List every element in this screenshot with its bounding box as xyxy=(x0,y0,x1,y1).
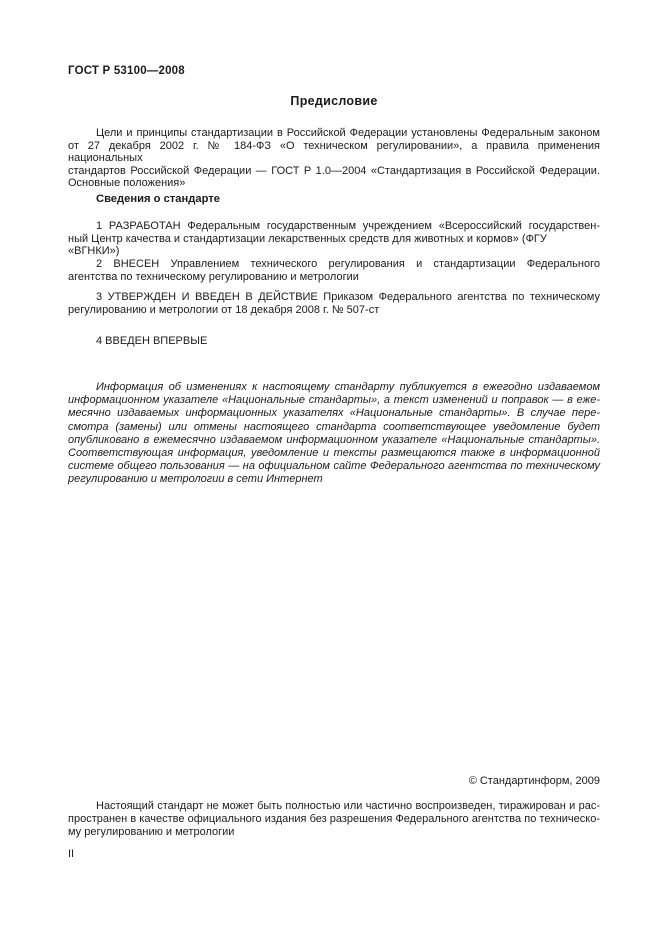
text-line: 3 УТВЕРЖДЕН И ВВЕДЕН В ДЕЙСТВИЕ Приказом Федерального агентства по техническому xyxy=(96,291,600,303)
text-line: му регулированию и метрологии xyxy=(68,825,235,838)
text-line: месячно издаваемых информационных указателях «Национальные стандарты». В случае пере- xyxy=(68,407,600,420)
copyright-line: © Стандартинформ, 2009 xyxy=(468,775,600,787)
standard-info-heading: Сведения о стандарте xyxy=(96,193,220,205)
text-line: пространен в качестве официального издания без разрешения Федерального агентства по техническо- xyxy=(68,812,600,825)
text-line: Соответствующая информация, уведомление и тексты размещаются также в информационной xyxy=(68,447,600,460)
page-title: Предисловие xyxy=(290,94,378,108)
standard-item-1 xyxy=(68,220,600,258)
text-line: опубликовано в ежемесячно издаваемом информационном указателе «Национальные стандарты». xyxy=(68,433,600,446)
standard-item-4 xyxy=(68,335,600,348)
text-line: регулированию и метрологии от 18 декабря 2008 г. № 507-ст xyxy=(68,303,380,316)
text-line: регулированию и метрологии в сети Интернет xyxy=(68,473,323,486)
text-line: Цели и принципы стандартизации в Российской Федерации установлены Федеральным законом xyxy=(96,127,600,139)
amendments-notice xyxy=(68,381,600,487)
intro-paragraph xyxy=(68,127,600,190)
text-line: Настоящий стандарт не может быть полностью или частично воспроизведен, тиражирован и рас- xyxy=(96,800,600,812)
standard-item-3 xyxy=(68,291,600,316)
reproduction-restriction xyxy=(68,800,600,839)
text-line: 1 РАЗРАБОТАН Федеральным государственным учреждением «Всероссийский государствен- xyxy=(96,220,600,232)
text-line: стандартов Российской Федерации — ГОСТ Р 1.0—2004 «Стандартизация в Российской Федерации. xyxy=(68,164,600,177)
text-line: от 27 декабря 2002 г. № 184-ФЗ «О техническом регулировании», а правила применения национальных xyxy=(68,139,600,165)
text-line: информационном указателе «Национальные стандарты», а текст изменений и поправок — в еже- xyxy=(68,394,600,407)
text-line: агентства по техническому регулированию и метрологии xyxy=(68,270,359,283)
text-line: Основные положения» xyxy=(68,177,186,190)
standard-item-2 xyxy=(68,258,600,283)
text-line: смотра (замены) или отмены настоящего стандарта соответствующее уведомление будет xyxy=(68,420,600,433)
document-header: ГОСТ Р 53100—2008 xyxy=(68,65,185,77)
text-line: ный Центр качества и стандартизации лекарственных средств для животных и кормов» (ФГУ «ВГНКИ») xyxy=(68,232,547,258)
text-line: 4 ВВЕДЕН ВПЕРВЫЕ xyxy=(96,335,208,347)
text-line: Информация об изменениях к настоящему стандарту публикуется в ежегодно издаваемом xyxy=(96,381,600,393)
text-line: 2 ВНЕСЕН Управлением технического регулирования и стандартизации Федерального xyxy=(96,258,600,270)
page-number: II xyxy=(68,848,75,860)
text-line: системе общего пользования — на официальном сайте Федерального агентства по техническому xyxy=(68,460,600,473)
